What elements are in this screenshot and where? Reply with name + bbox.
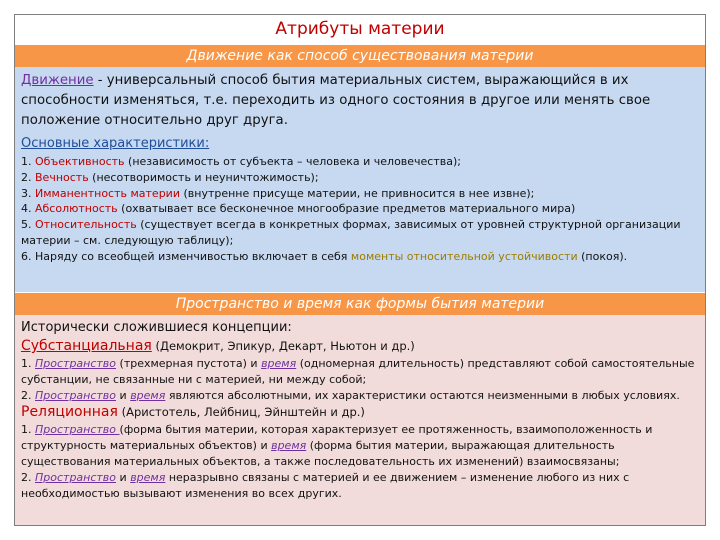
section-header-space-time: Пространство и время как формы бытия материи [15, 292, 705, 316]
concept-authors: (Демокрит, Эпикур, Декарт, Ньютон и др.) [151, 339, 415, 353]
motion-definition [21, 71, 699, 131]
list-item: 1. Пространство (форма бытия материи, которая характеризует ее протяженность, взаимоположенность и структурность материальных объектов) и время (форма бытия материи, выражающая длительность существования материальных объектов, а также последовательность их изменений) взаимосвязаны; [21, 423, 653, 468]
concept-name: Реляционная [21, 404, 118, 421]
characteristic-term: Вечность [35, 170, 89, 184]
concepts-intro: Исторически сложившиеся концепции: [21, 320, 292, 335]
list-item: 3. Имманентность материи (внутренне присуще материи, не привносится в нее извне); [21, 186, 535, 200]
characteristic-term: Объективность [35, 155, 125, 168]
list-item: 2. Вечность (несотворимость и неуничтожимость); [21, 170, 319, 184]
concept-authors: (Аристотель, Лейбниц, Эйнштейн и др.) [117, 405, 365, 420]
characteristic-term: Относительность [35, 218, 137, 232]
characteristic-term: Имманентность материи [35, 186, 180, 200]
list-item: 1. Пространство (трехмерная пустота) и время (одномерная длительность) представляют собой самостоятельные субстанции, не связанные ни с материей, ни между собой; [21, 357, 695, 386]
motion-definition-text: - универсальный способ бытия материальных систем, выражающийся в их способности изменяться, т.е. переходить из одного состояния в другое или менять свое положение относительно друг друга. [21, 73, 651, 128]
list-item: 6. Наряду со всеобщей изменчивостью включает в себя моменты относительной устойчивости (покоя). [21, 249, 628, 263]
list-item: 2. Пространство и время являются абсолютными, их характеристики остаются неизменными в любых условиях. [21, 388, 680, 402]
section-header-motion: Движение как способ существования материи [15, 44, 705, 68]
characteristics-title: Основные характеристики: [21, 136, 210, 151]
characteristic-term: Абсолютность [35, 202, 118, 216]
space-time-panel [15, 315, 705, 525]
slide-frame [14, 14, 706, 526]
motion-term: Движение [21, 73, 94, 88]
page-title: Атрибуты материи [15, 15, 705, 45]
concept-name: Субстанциальная [21, 338, 152, 354]
list-item: 5. Относительность (существует всегда в конкретных формах, зависимых от уровней структурной организации материи – см. следующую таблицу); [21, 218, 681, 247]
characteristic-term: моменты относительной устойчивости [350, 249, 578, 263]
list-item: 2. Пространство и время неразрывно связаны с материей и ее движением – изменение любого из них с необходимостью вызывают изменения во всех других. [21, 470, 630, 500]
concept-relational [21, 403, 699, 422]
list-item: 1. Объективность (независимость от субъекта – человека и человечества); [21, 155, 461, 168]
motion-panel [15, 67, 705, 292]
concept-substantial [21, 337, 699, 356]
list-item: 4. Абсолютность (охватывает все бесконечное многообразие предметов материального мира) [21, 202, 576, 216]
